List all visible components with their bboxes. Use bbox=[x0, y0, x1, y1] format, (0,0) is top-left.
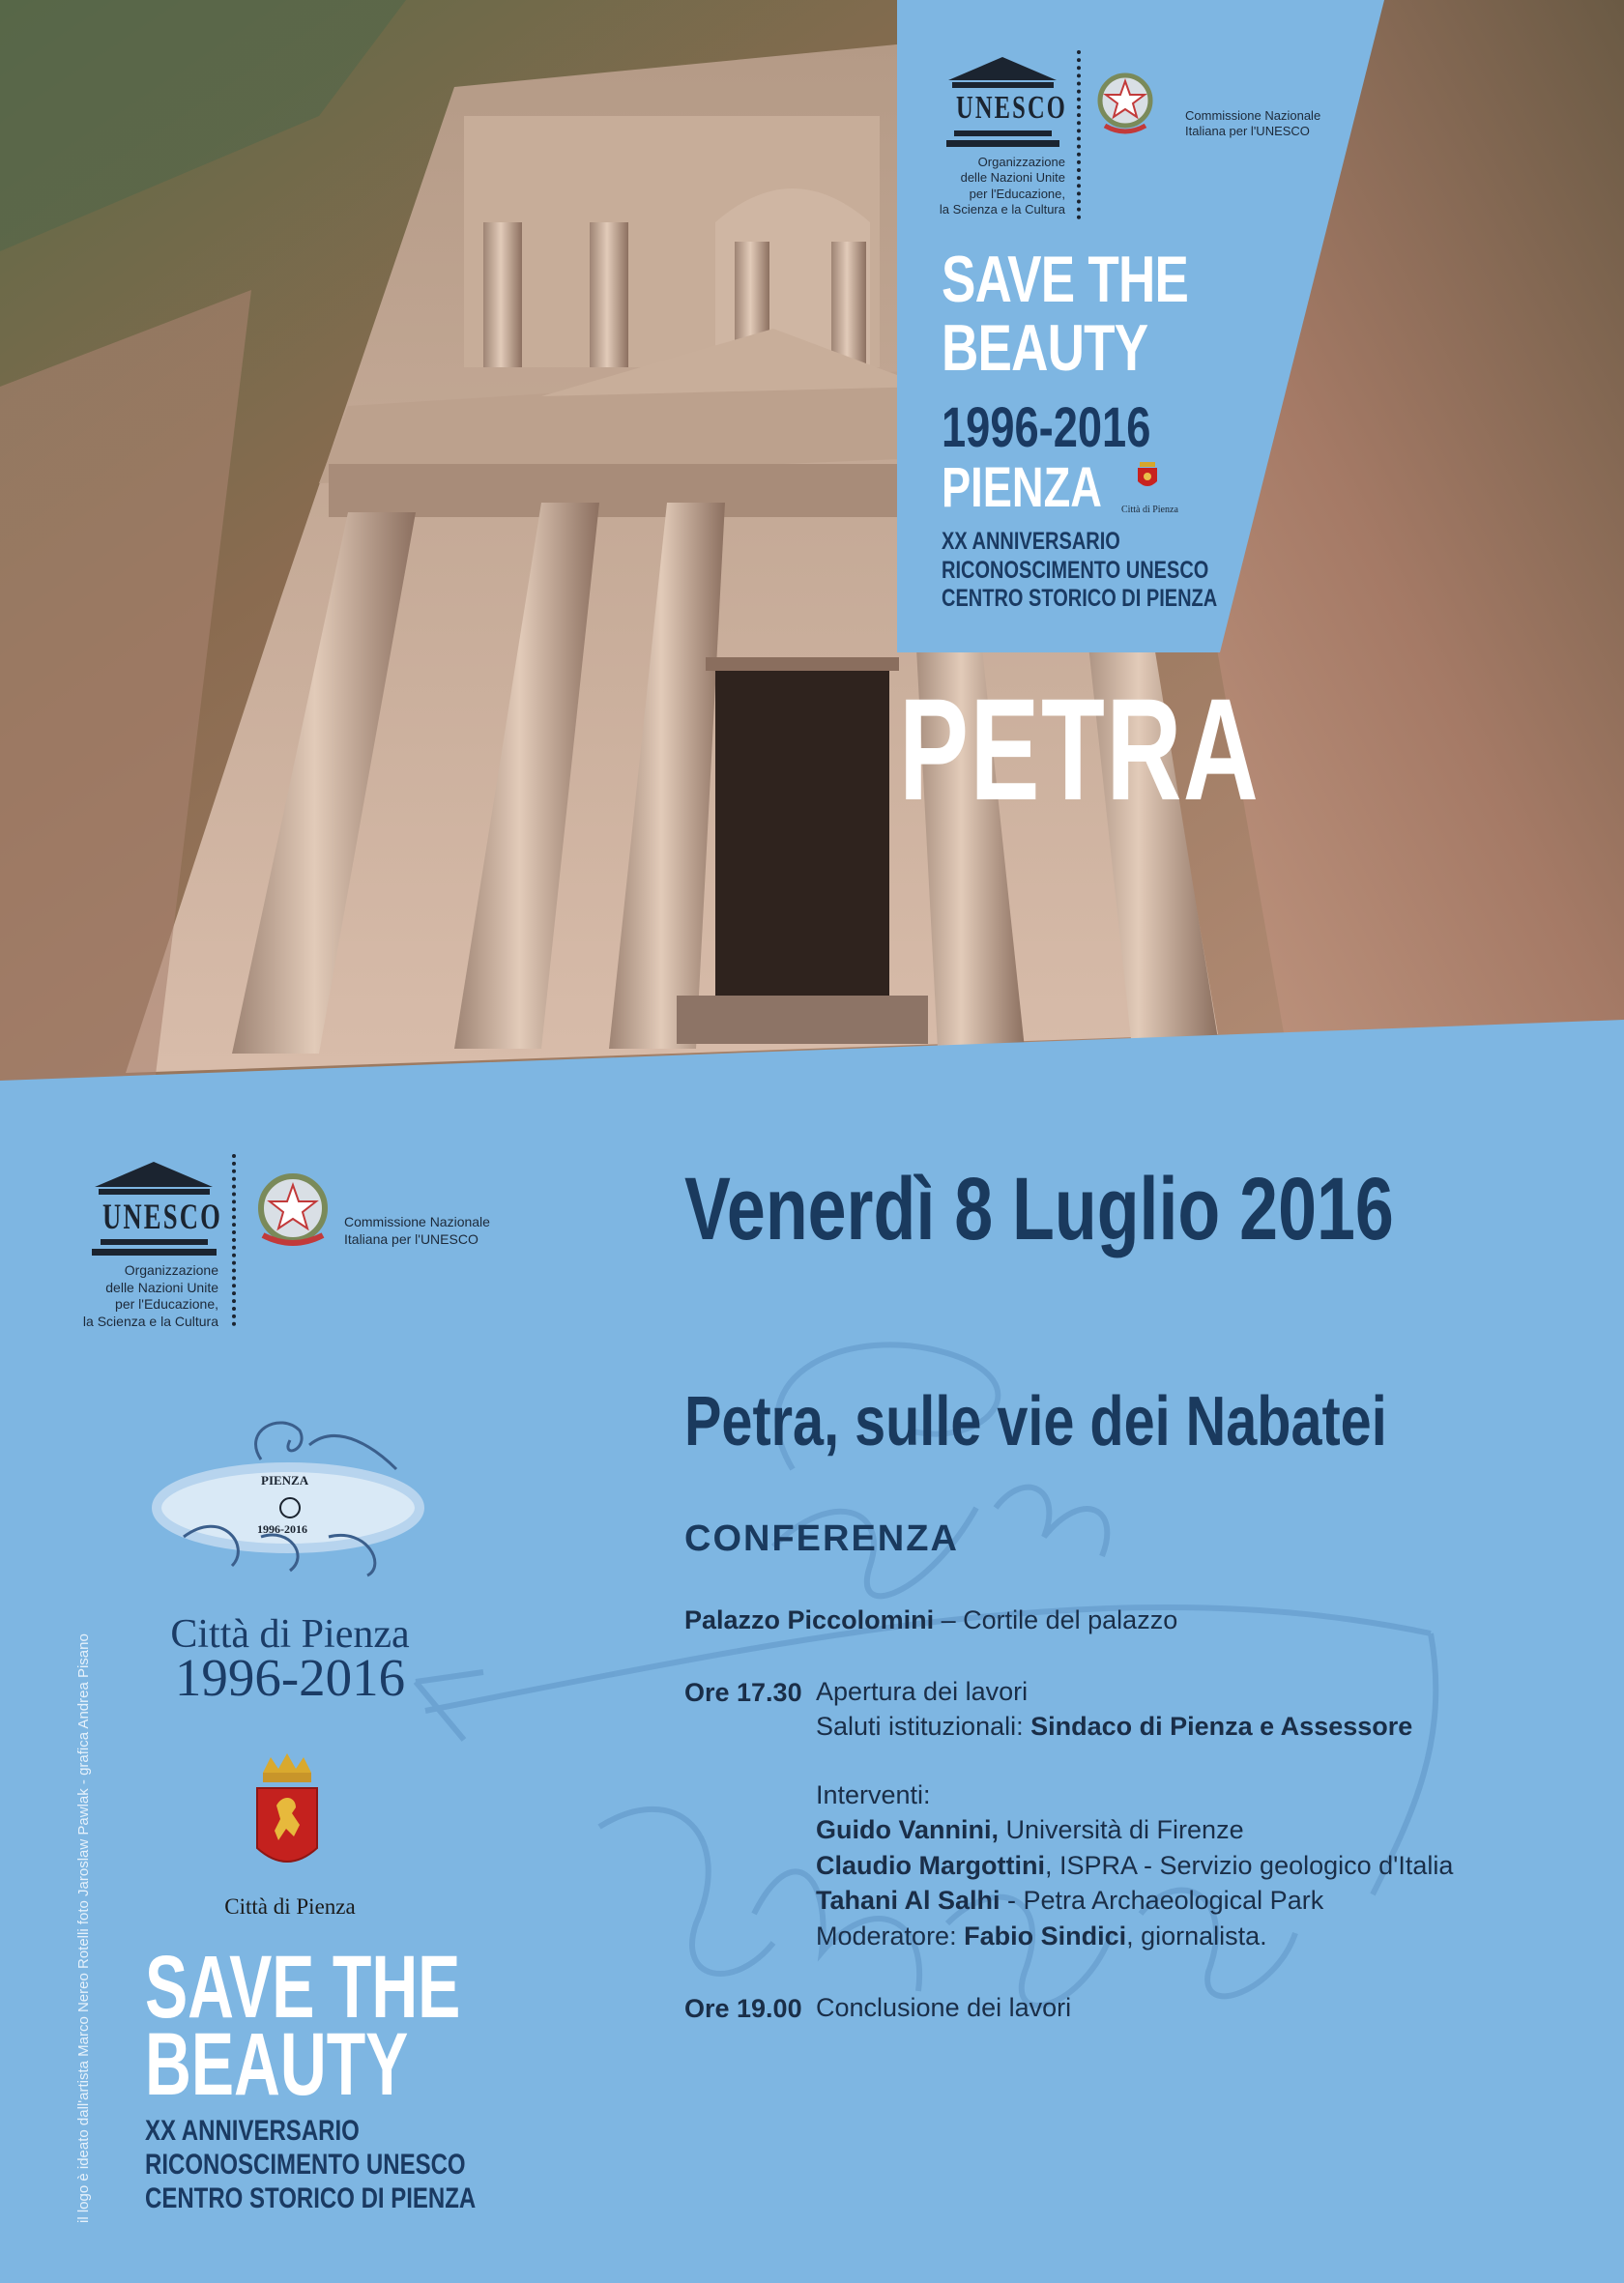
top-sub-1: XX ANNIVERSARIO bbox=[942, 528, 1120, 555]
pienza-crest-small-icon bbox=[1136, 462, 1159, 491]
dotted-divider bbox=[1077, 50, 1081, 219]
city-name: Città di Pienza bbox=[170, 1612, 410, 1657]
unesco-word: UNESCO bbox=[102, 1198, 222, 1237]
commission-text-bottom: Commissione Nazionale Italiana per l'UNESCO bbox=[344, 1214, 490, 1247]
greetings-line: Saluti istituzionali: Sindaco di Pienza e Assessore bbox=[816, 1712, 1413, 1742]
save-the-beauty-logo bbox=[145, 1392, 435, 1585]
credits-text: il logo è ideato dall'artista Marco Nereo Rotelli foto Jaroslaw Pawlak - grafica Andrea Pisano bbox=[75, 1633, 92, 2223]
venue-detail: – Cortile del palazzo bbox=[934, 1605, 1178, 1634]
unesco-logo-bottom bbox=[89, 1158, 222, 1262]
unesco-org-text-bottom: Organizzazione delle Nazioni Unite per l'Educazione, la Scienza e la Cultura bbox=[82, 1262, 218, 1329]
commission-text: Commissione Nazionale Italiana per l'UNESCO bbox=[1185, 108, 1321, 139]
time-end: Ore 19.00 bbox=[684, 1994, 802, 2023]
speaker-2: Claudio Margottini, ISPRA - Servizio geologico d'Italia bbox=[816, 1850, 1454, 1880]
unesco-logo-top bbox=[942, 53, 1067, 155]
pienza-crest-icon bbox=[253, 1751, 321, 1875]
speaker-3: Tahani Al Salhi - Petra Archaeological Park bbox=[816, 1886, 1324, 1916]
closing-line: Conclusione dei lavori bbox=[816, 1993, 1072, 2022]
logo-pienza-word: PIENZA bbox=[261, 1473, 309, 1488]
venue-name: Palazzo Piccolomini bbox=[684, 1605, 935, 1634]
top-sub-2: RICONOSCIMENTO UNESCO bbox=[942, 557, 1209, 584]
moderator-line: Moderatore: Fabio Sindici, giornalista. bbox=[816, 1921, 1267, 1951]
talks-label: Interventi: bbox=[816, 1779, 931, 1809]
speaker-1: Guido Vannini, Università di Firenze bbox=[816, 1815, 1244, 1845]
top-city: PIENZA bbox=[942, 456, 1102, 519]
event-type: CONFERENZA bbox=[684, 1518, 959, 1559]
programme-block bbox=[816, 1674, 1609, 1953]
opening-line: Apertura dei lavori bbox=[816, 1677, 1029, 1706]
unesco-word: UNESCO bbox=[956, 90, 1067, 126]
event-date: Venerdì 8 Luglio 2016 bbox=[684, 1160, 1394, 1258]
crest-caption: Città di Pienza bbox=[224, 1894, 356, 1919]
top-years: 1996-2016 bbox=[942, 396, 1151, 459]
bottom-beauty-title: BEAUTY bbox=[145, 2015, 409, 2114]
bottom-save-the-title: SAVE THE bbox=[145, 1938, 461, 2037]
city-years: 1996-2016 bbox=[174, 1648, 406, 1707]
venue-line bbox=[684, 1603, 1177, 1637]
event-title: Petra, sulle vie dei Nabatei bbox=[684, 1383, 1387, 1460]
bottom-sub-3: CENTRO STORICO DI PIENZA bbox=[145, 2182, 477, 2214]
bottom-sub-2: RICONOSCIMENTO UNESCO bbox=[145, 2149, 466, 2181]
time-start: Ore 17.30 bbox=[684, 1678, 802, 1707]
italian-republic-emblem-icon bbox=[253, 1171, 333, 1249]
logo-years: 1996-2016 bbox=[257, 1522, 307, 1536]
dotted-divider bbox=[232, 1154, 236, 1326]
beauty-title: BEAUTY bbox=[942, 311, 1148, 385]
bottom-sub-1: XX ANNIVERSARIO bbox=[145, 2115, 360, 2147]
italian-republic-emblem-icon bbox=[1097, 68, 1153, 137]
save-the-title: SAVE THE bbox=[942, 243, 1189, 316]
top-sub-3: CENTRO STORICO DI PIENZA bbox=[942, 585, 1218, 612]
top-crest-caption: Città di Pienza bbox=[1121, 505, 1178, 515]
unesco-org-text: Organizzazione delle Nazioni Unite per l'Educazione, la Scienza e la Cultura bbox=[939, 155, 1065, 217]
site-title: PETRA bbox=[899, 668, 1261, 830]
